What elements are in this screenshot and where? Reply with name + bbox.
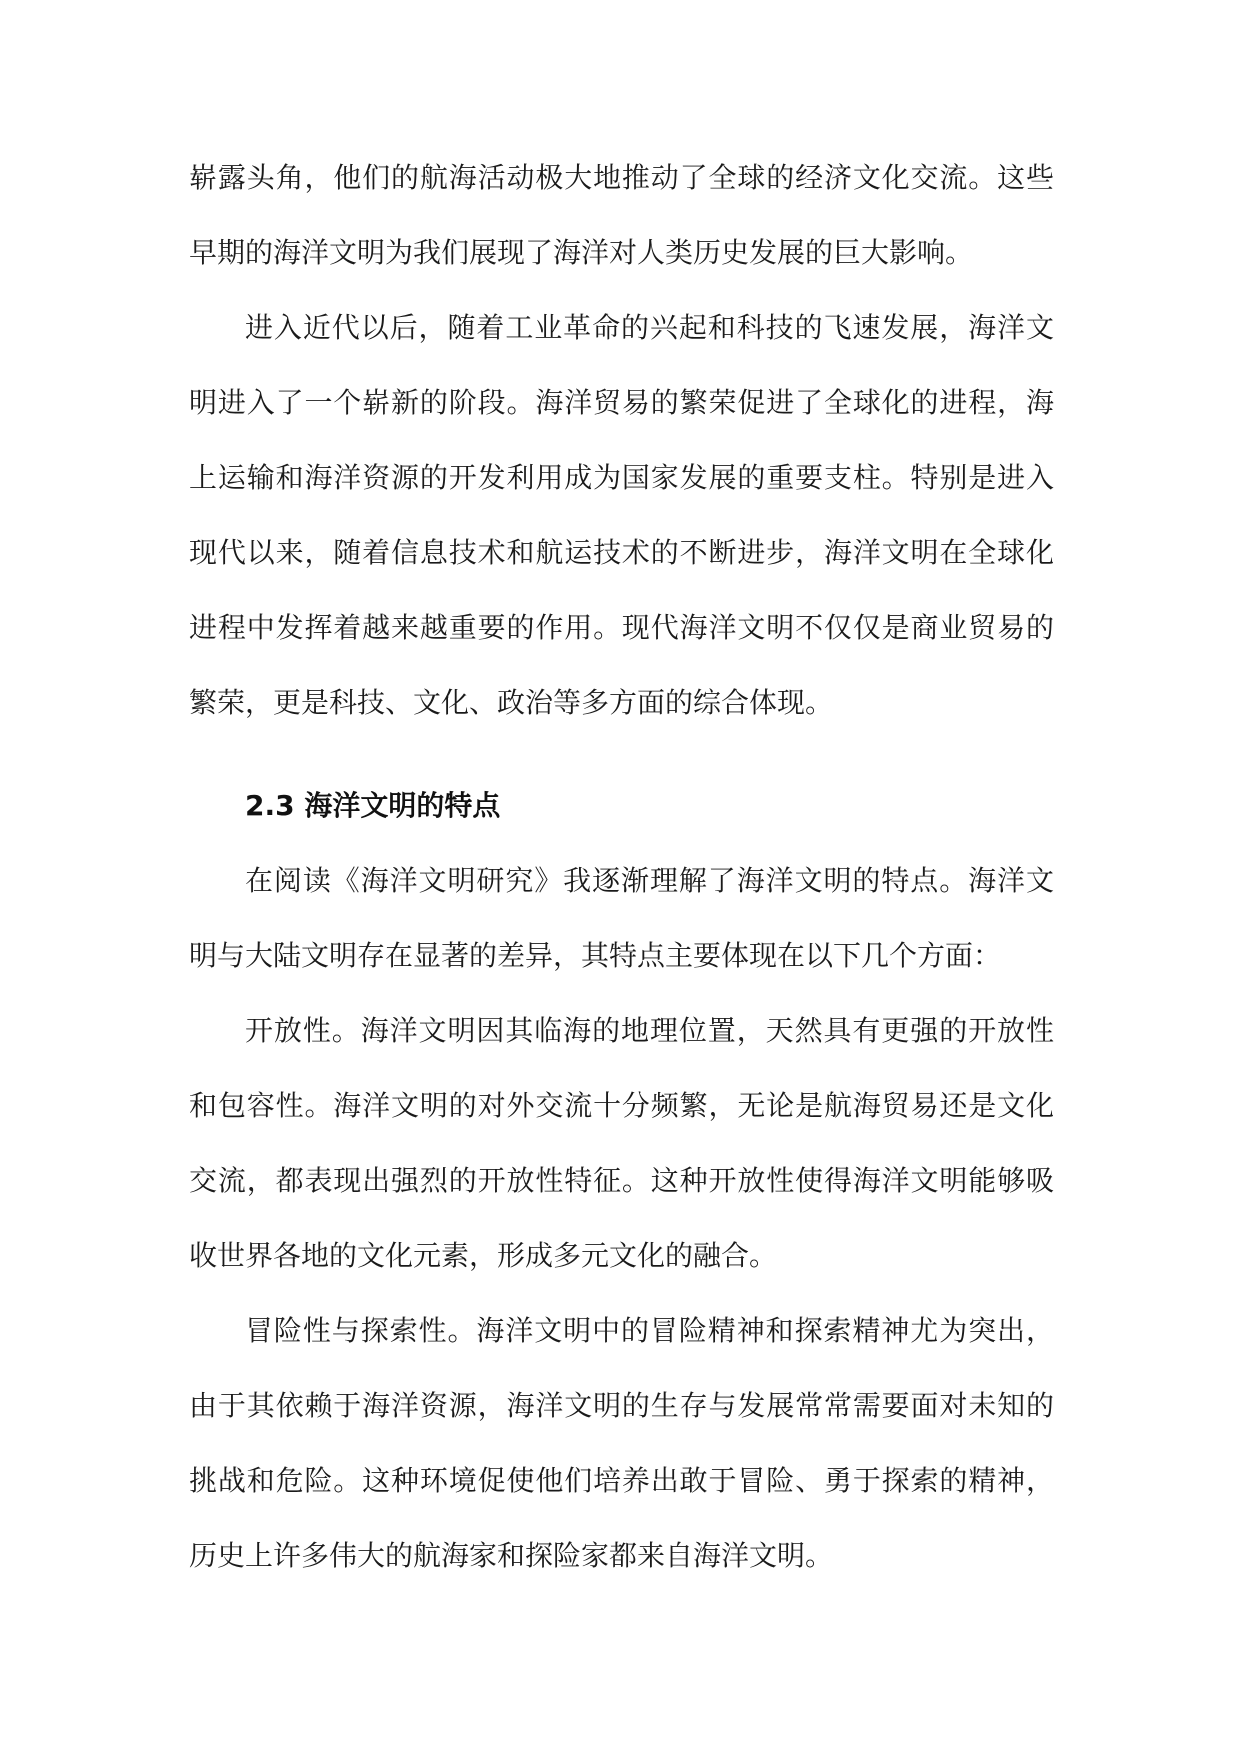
- section-number: 2.3: [245, 789, 295, 822]
- document-body: [189, 140, 1054, 1593]
- paragraph-openness: 开放性。海洋文明因其临海的地理位置，天然具有更强的开放性和包容性。海洋文明的对外交流十分频繁，无论是航海贸易还是文化交流，都表现出强烈的开放性特征。这种开放性使得海洋文明能够吸收世界各地的文化元素，形成多元文化的融合。: [189, 1014, 1054, 1272]
- section-title: 海洋文明的特点: [304, 789, 501, 822]
- paragraph-adventure: 冒险性与探索性。海洋文明中的冒险精神和探索精神尤为突出，由于其依赖于海洋资源，海洋文明的生存与发展常常需要面对未知的挑战和危险。这种环境促使他们培养出敢于冒险、勇于探索的精神，历史上许多伟大的航海家和探险家都来自海洋文明。: [189, 1314, 1054, 1572]
- paragraph-continuation: 崭露头角，他们的航海活动极大地推动了全球的经济文化交流。这些早期的海洋文明为我们展现了海洋对人类历史发展的巨大影响。: [189, 161, 1054, 269]
- paragraph-modern-era: 进入近代以后，随着工业革命的兴起和科技的飞速发展，海洋文明进入了一个崭新的阶段。海洋贸易的繁荣促进了全球化的进程，海上运输和海洋资源的开发利用成为国家发展的重要支柱。特别是进入现代以来，随着信息技术和航运技术的不断进步，海洋文明在全球化进程中发挥着越来越重要的作用。现代海洋文明不仅仅是商业贸易的繁荣，更是科技、文化、政治等多方面的综合体现。: [189, 311, 1054, 719]
- section-heading: [189, 768, 1054, 843]
- paragraph-reading-intro: 在阅读《海洋文明研究》我逐渐理解了海洋文明的特点。海洋文明与大陆文明存在显著的差异，其特点主要体现在以下几个方面：: [189, 864, 1054, 972]
